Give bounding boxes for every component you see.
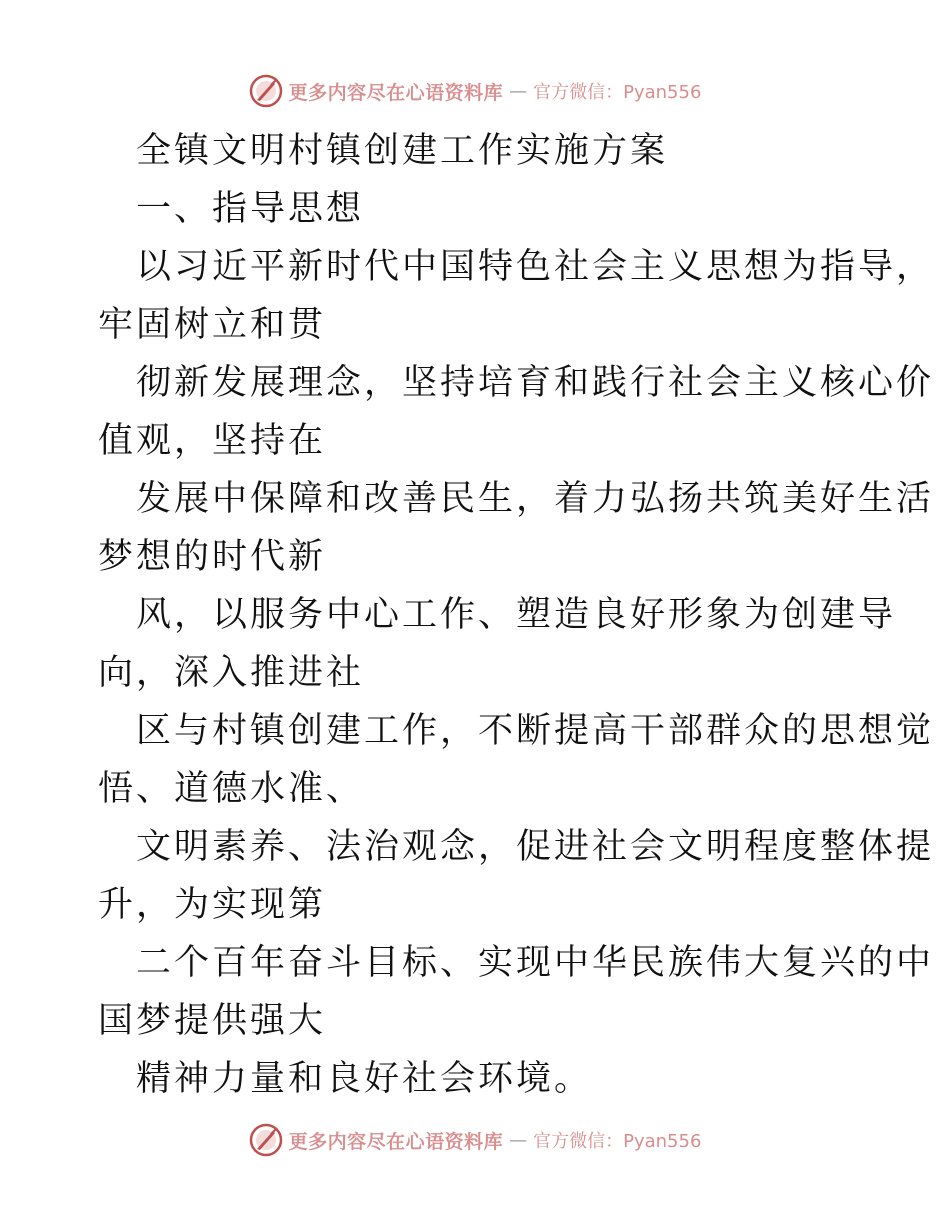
feather-pen-logo-icon bbox=[249, 74, 283, 108]
header-watermark bbox=[0, 71, 950, 111]
body-line: 发展中保障和改善民生，着力弘扬共筑美好生活 bbox=[136, 479, 935, 519]
watermark-contact: 官方微信：Pyan556 bbox=[533, 82, 702, 103]
watermark-text: 更多内容尽在心语资料库 bbox=[288, 1130, 504, 1153]
document-title: 全镇文明村镇创建工作实施方案 bbox=[136, 131, 669, 171]
watermark-separator: — bbox=[509, 1129, 528, 1151]
body-line: 牢固树立和贯 bbox=[98, 305, 327, 345]
body-line: 向，深入推进社 bbox=[98, 653, 365, 693]
section-heading: 一、指导思想 bbox=[136, 189, 365, 229]
body-line: 区与村镇创建工作，不断提高干部群众的思想觉 bbox=[136, 711, 935, 751]
watermark-contact: 官方微信：Pyan556 bbox=[533, 1131, 702, 1152]
document-body bbox=[98, 122, 935, 1108]
body-line: 风，以服务中心工作、塑造良好形象为创建导 bbox=[136, 595, 897, 635]
body-line: 值观，坚持在 bbox=[98, 421, 327, 461]
body-line: 精神力量和良好社会环境。 bbox=[136, 1059, 593, 1099]
body-line: 以习近平新时代中国特色社会主义思想为指导， bbox=[136, 247, 935, 287]
body-line: 二个百年奋斗目标、实现中华民族伟大复兴的中 bbox=[136, 943, 935, 983]
body-line: 国梦提供强大 bbox=[98, 1001, 327, 1041]
body-line: 彻新发展理念，坚持培育和践行社会主义核心价 bbox=[136, 363, 935, 403]
watermark-separator: — bbox=[509, 80, 528, 102]
body-line: 悟、道德水准、 bbox=[98, 769, 365, 809]
watermark-text: 更多内容尽在心语资料库 bbox=[288, 81, 504, 104]
body-line: 文明素养、法治观念，促进社会文明程度整体提 bbox=[136, 827, 935, 867]
body-line: 升，为实现第 bbox=[98, 885, 327, 925]
body-line: 梦想的时代新 bbox=[98, 537, 327, 577]
feather-pen-logo-icon bbox=[249, 1123, 283, 1157]
footer-watermark bbox=[0, 1120, 950, 1160]
